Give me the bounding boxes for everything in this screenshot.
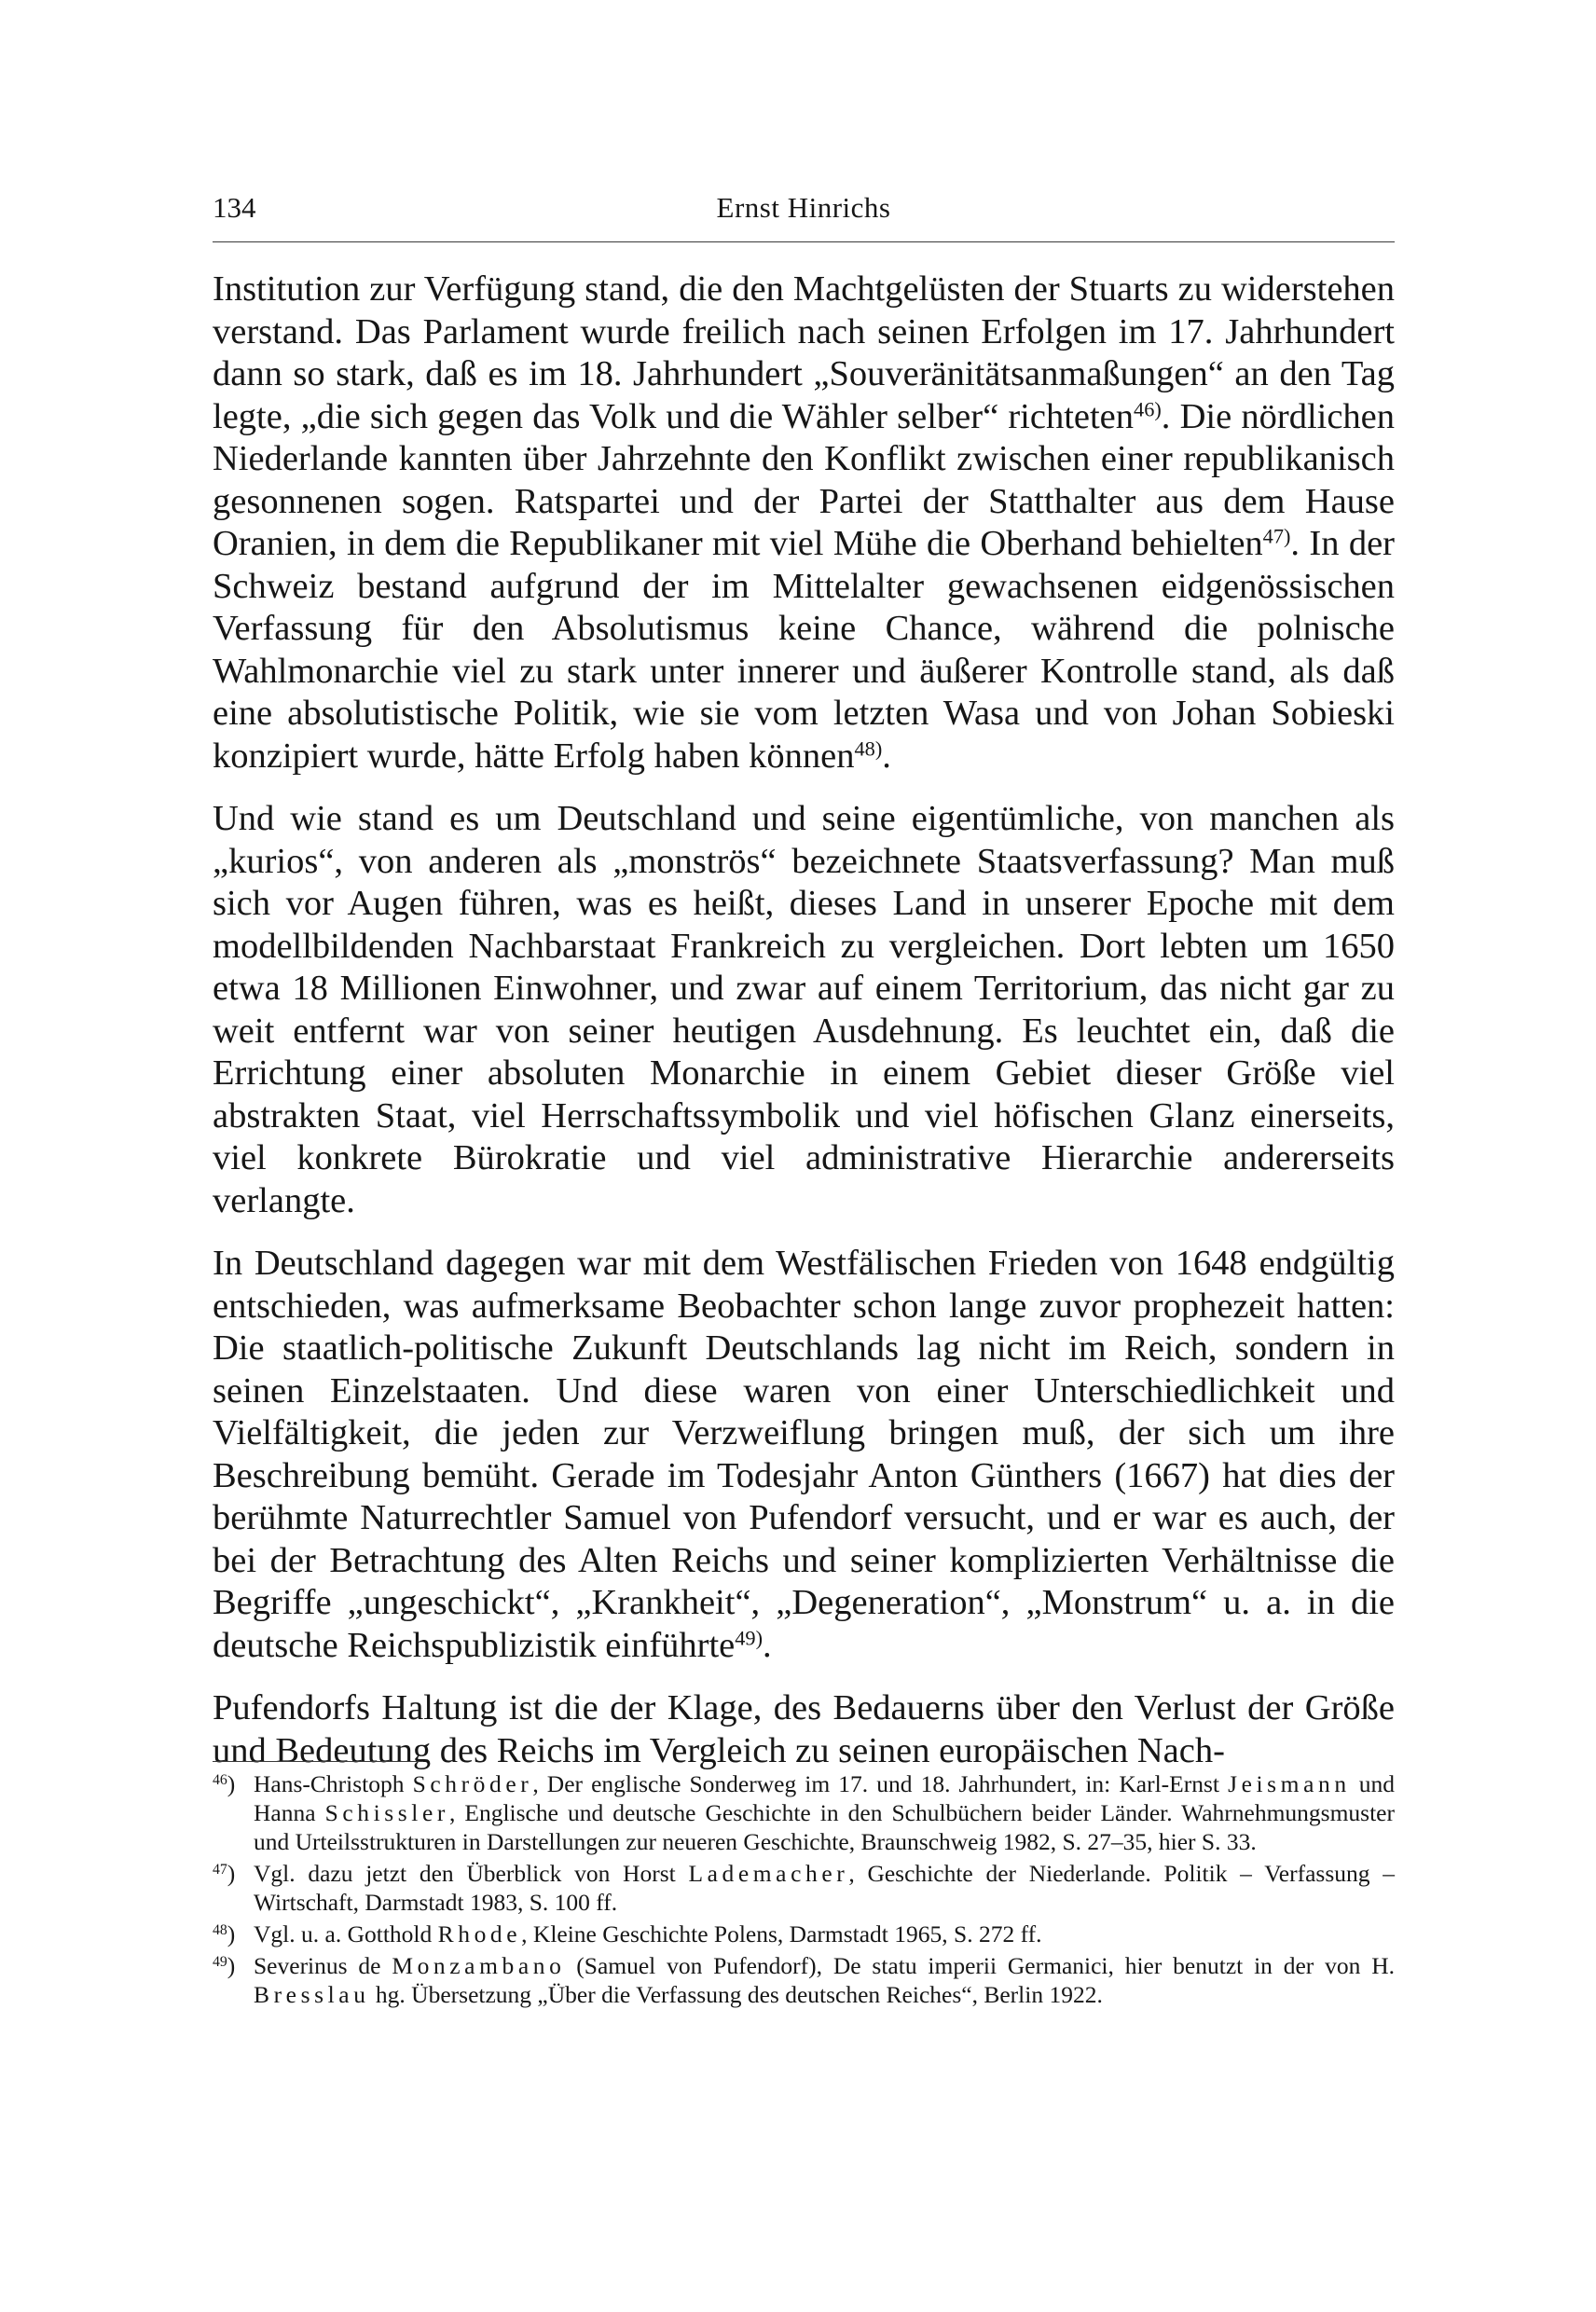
paragraph-3 [213,1243,1395,1667]
footnote-text: Vgl. u. a. Gotthold Rhode, Kleine Geschichte Polens, Darmstadt 1965, S. 272 ff. [254,1920,1042,1947]
footnote-text: Vgl. dazu jetzt den Überblick von Horst Lademacher, Geschichte der Niederlande. Politik – Verfassung – Wirtschaft, Darmstadt 1983, S. 100 ff. [254,1860,1395,1916]
text-run: . [882,736,891,776]
footnote-mark: $^{48}$) [213,1920,236,1947]
page-number: 134 [213,191,256,224]
running-head: Ernst Hinrichs [716,191,891,224]
author-name: Jeismann [1228,1770,1351,1797]
footnote-ref-49: 49) [735,1626,764,1650]
footnote-text: Hans-Christoph Schröder, Der englische Sonderweg im 17. und 18. Jahrhundert, in: Karl-Ernst Jeismann und Hanna Schissler, Englische und deutsche Geschichte in den Schulbüchern beider Länder. Wahrnehmungsmuster und Urteilsstrukturen in Darstellungen zur neueren Geschichte, Braunschweig 1982, S. 27–35, hier S. 33. [254,1770,1396,1855]
text-run: Institution zur Verfügung stand, die den Machtgelüsten der Stuarts zu widerstehen verstand. Das Parlament wurde freilich nach seinen Erfolgen im 17. Jahrhundert dann so stark, daß es im 18. Jahrhundert „Souveränitätsanmaßungen“ an den Tag legte, „die sich gegen das Volk und die Wähler selber“ richteten [213,269,1395,436]
footnote-49 [213,1951,1395,2009]
paragraph-1 [213,268,1395,778]
author-name: Lademacher [688,1860,849,1887]
footnote-47 [213,1859,1395,1917]
footnote-46 [213,1769,1395,1856]
footnote-ref-48: 48) [854,736,883,761]
footnote-text: Severinus de Monzambano (Samuel von Pufendorf), De statu imperii Germanici, hier benutzt in der von H. Bresslau hg. Übersetzung „Über die Verfassung des deutschen Reiches“, Berlin 1922. [254,1952,1395,2008]
paragraph-4: Pufendorfs Haltung ist die der Klage, des Bedauerns über den Verlust der Größe und Bedeutung des Reichs im Vergleich zu seinen europäischen Nach- [213,1688,1395,1770]
author-name: Schröder [412,1770,533,1797]
footnotes [213,1769,1395,2012]
footnote-mark: $^{47}$) [213,1860,236,1887]
footnote-48 [213,1920,1395,1948]
text-run: . In der Schweiz bestand aufgrund der im Mittelalter gewachsenen eidgenössischen Verfassung für den Absolutismus keine Chance, während die polnische Wahlmonarchie viel zu stark unter innerer und äußerer Kontrolle stand, als daß eine absolutistische Politik, wie sie vom letzten Wasa und von Johan Sobieski konzipiert wurde, hätte Erfolg haben können [213,524,1395,776]
footnote-mark: $^{49}$) [213,1952,236,1979]
footnote-mark: $^{46}$) [213,1770,236,1797]
author-name: Bresslau [254,1981,370,2008]
author-name: Schissler [324,1799,449,1826]
text-run: . [763,1625,772,1665]
author-name: Rhode [437,1920,522,1947]
author-name: Monzambano [392,1952,566,1979]
paragraph-2: Und wie stand es um Deutschland und seine eigentümliche, von manchen als „kurios“, von anderen als „monströs“ bezeichnete Staatsverfassung? Man muß sich vor Augen führen, was es heißt, dieses Land in unserer Epoche mit dem modellbildenden Nachbarstaat Frankreich zu vergleichen. Dort lebten um 1650 etwa 18 Millionen Einwohner, und zwar auf einem Territorium, das nicht gar zu weit entfernt war von seiner heutigen Ausdehnung. Es leuchtet ein, daß die Errichtung einer absoluten Monarchie in einem Gebiet dieser Größe viel abstrakten Staat, viel Herrschaftssymbolik und viel höfischen Glanz einerseits, viel konkrete Bürokratie und viel administrative Hierarchie andererseits verlangte. [213,799,1395,1220]
body-text [213,268,1395,1772]
text-run: . Die nördlichen Niederlande kannten über Jahrzehnte den Konflikt zwischen einer republikanisch gesonnenen sogen. Ratspartei und der Partei der Statthalter aus dem Hause Oranien, in dem die Republikaner mit viel Mühe die Oberhand behielten [213,396,1396,563]
footnote-separator [213,1761,423,1762]
text-run: In Deutschland dagegen war mit dem Westfälischen Frieden von 1648 endgültig entschieden, was aufmerksame Beobachter schon lange zuvor prophezeit hatten: Die staatlich-politische Zukunft Deutschlands lag nicht im Reich, sondern in seinen Einzelstaaten. Und diese waren von einer Unterschiedlichkeit und Vielfältigkeit, die jeden zur Verzweiflung bringen muß, der sich um ihre Beschreibung bemüht. Gerade im Todesjahr Anton Günthers (1667) hat dies der berühmte Naturrechtler Samuel von Pufendorf versucht, und er war es auch, der bei der Betrachtung des Alten Reichs und seiner komplizierten Verhältnisse die Begriffe „ungeschickt“, „Krankheit“, „Degeneration“, „Monstrum“ u. a. in die deutsche Reichspublizistik einführte [213,1244,1395,1665]
footnote-ref-46: 46) [1134,397,1162,421]
footnote-ref-47: 47) [1262,524,1291,548]
page-header [213,189,1395,242]
